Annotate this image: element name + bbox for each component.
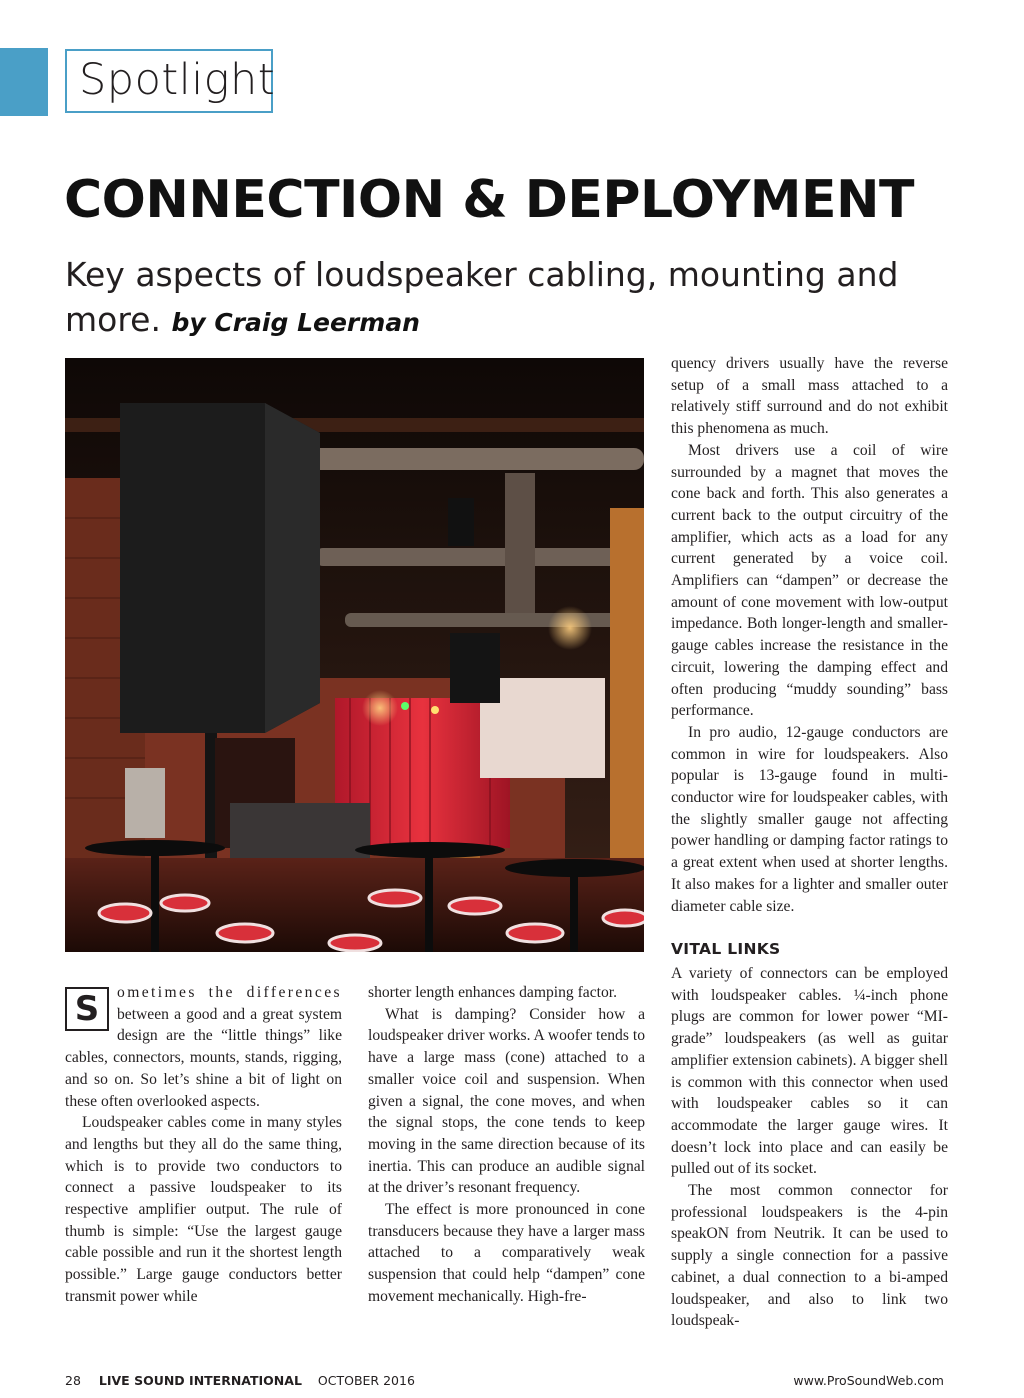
paragraph xyxy=(65,982,342,1112)
paragraph: A variety of connectors can be employed with loudspeaker cables. ¼-inch phone plugs are common for lower power “MI-grade” loudspeakers (as well as guitar amplifier extension cabinets). A bigger shell is common with this connector when used with loudspeaker cables so it can accommodate the larger gauge wires. It doesn’t lock into place and can easily be pulled out of its socket. xyxy=(671,964,948,1178)
deck-text: Key aspects of loudspeaker cabling, mounting and more. xyxy=(65,255,899,339)
paragraph: Loudspeaker cables come in many styles and lengths but they all do the same thing, which is to provide two conductors to connect a passive loudspeaker to its respective amplifier output. The rule of thumb is simple: “Use the largest gauge cable possible and run it the shortest length possible.” Large gauge conductors better transmit power while xyxy=(65,1114,342,1305)
issue-date: OCTOBER 2016 xyxy=(317,1373,415,1388)
body-column-2 xyxy=(368,982,645,1308)
paragraph: What is damping? Consider how a loudspeaker driver works. A woofer tends to have a large mass (cone) attached to a smaller voice coil and suspension. When given a signal, the cone moves, and when the signal stops, the cone tends to keep moving in the same direction because of its inertia. This can produce an audible signal at the driver’s resonant frequency. xyxy=(368,1005,645,1197)
paragraph: quency drivers usually have the reverse setup of a small mass attached to a relatively stiff surround and do not exhibit this phenomena as much. xyxy=(671,355,948,438)
venue-photo xyxy=(65,358,644,952)
lead-in: ometimes the differences xyxy=(117,984,342,1001)
byline: by Craig Leerman xyxy=(171,308,420,337)
section-tab-accent xyxy=(0,48,48,116)
footer-website[interactable]: www.ProSoundWeb.com xyxy=(793,1373,944,1388)
section-label-box xyxy=(65,49,276,113)
paragraph: The most common connector for professional loudspeakers is the 4-pin speakON from Neutrik. It can be used to supply a single connection for a passive cabinet, a dual connection to a bi-amped loudspeaker, and also to link two loudspeak- xyxy=(671,1182,948,1330)
subhead: VITAL LINKS xyxy=(671,940,781,959)
paragraph: The effect is more pronounced in cone transducers because they have a larger mass attached to a comparatively weak suspension that could help “dampen” cone movement mechanically. High-fre- xyxy=(368,1201,645,1305)
drop-cap: S xyxy=(65,987,109,1031)
body-column-3 xyxy=(671,353,948,1332)
body-column-1 xyxy=(65,982,342,1308)
paragraph: In pro audio, 12-gauge conductors are common in wire for loudspeakers. Also popular is 13-gauge found in multi-conductor wire for loudspeaker cables, with the slightly smaller gauge not affecting power handling or damping factor ratings to a great extent when used at shorter lengths. It also makes for a lighter and smaller outer diameter cable size. xyxy=(671,723,948,915)
paragraph: shorter length enhances damping factor. xyxy=(368,984,617,1001)
article-deck xyxy=(65,252,905,345)
article-headline: CONNECTION & DEPLOYMENT xyxy=(64,170,915,230)
paragraph: Most drivers use a coil of wire surrounded by a magnet that moves the cone back and forth. This also generates a current back to the output circuitry of the amplifier, which acts as a load for any current generated by a voice coil. Amplifiers can “dampen” or decrease the amount of cone movement with low-output impedance. Both longer-length and smaller-gauge cables increase the resistance in the circuit, lowering the damping effect and often producing “muddy sounding” bass performance. xyxy=(671,441,948,720)
footer-left xyxy=(65,1373,415,1388)
magazine-name: LIVE SOUND INTERNATIONAL xyxy=(98,1373,302,1388)
paragraph-text: between a good and a great system design are the “little things” like cables, connectors, mounts, stands, rigging, and so on. So let’s shine a bit of light on these often overlooked aspects. xyxy=(65,1005,342,1110)
venue-photo-illustration xyxy=(65,358,644,952)
section-label: Spotlight xyxy=(79,55,276,105)
page-number: 28 xyxy=(65,1373,81,1388)
